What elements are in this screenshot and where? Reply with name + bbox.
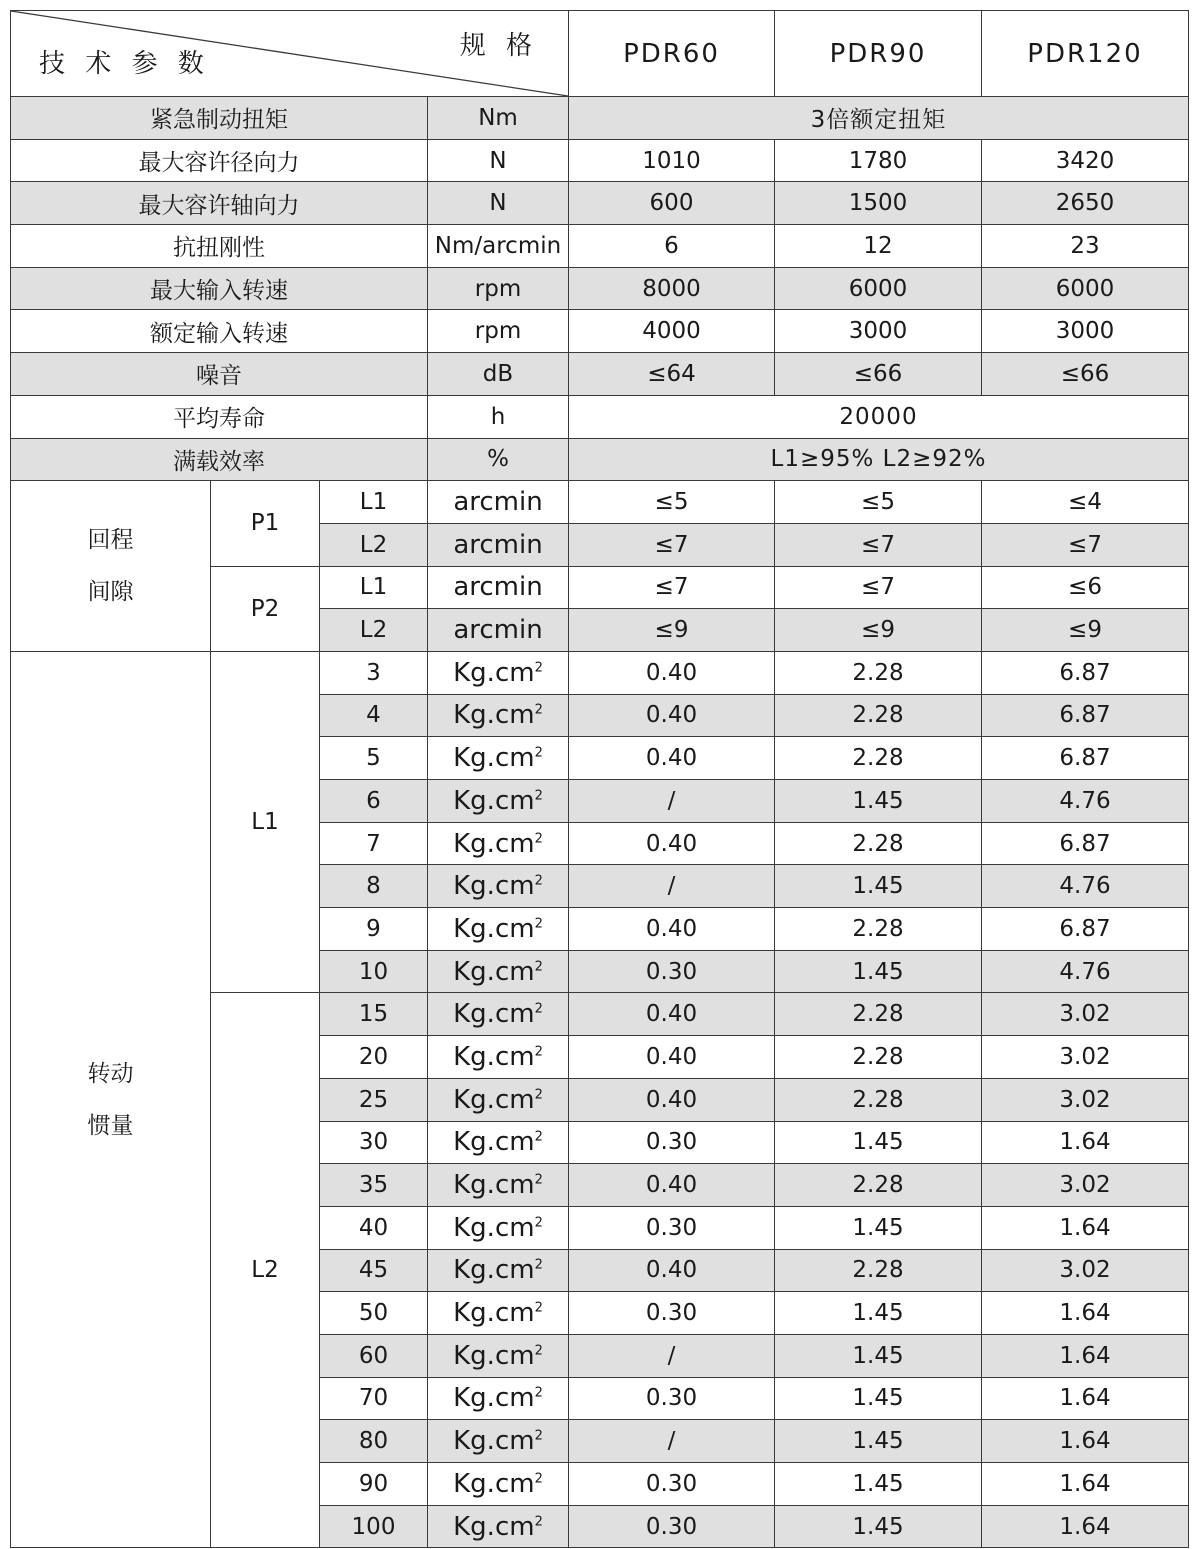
param-unit: Nm/arcmin (428, 225, 569, 268)
inertia-value: 1.45 (775, 1121, 982, 1164)
param-merged-value: 3倍额定扭矩 (569, 97, 1189, 140)
inertia-ratio: 8 (320, 865, 428, 908)
inertia-ratio: 20 (320, 1036, 428, 1079)
inertia-value: 0.30 (569, 950, 775, 993)
backlash-stage: L1 (320, 481, 428, 524)
inertia-value: 0.30 (569, 1292, 775, 1335)
inertia-ratio: 7 (320, 822, 428, 865)
inertia-unit-base: Kg.cm (453, 1426, 535, 1457)
inertia-unit-base: Kg.cm (453, 1212, 535, 1243)
inertia-value: 1.45 (775, 780, 982, 823)
inertia-ratio: 15 (320, 993, 428, 1036)
param-row (11, 97, 1189, 140)
param-value: ≤64 (569, 353, 775, 396)
backlash-unit: arcmin (428, 523, 569, 566)
inertia-unit-base: Kg.cm (453, 1127, 535, 1158)
inertia-value: 3.02 (982, 1078, 1189, 1121)
inertia-value: 6.87 (982, 694, 1189, 737)
inertia-unit (428, 694, 569, 737)
inertia-ratio: 25 (320, 1078, 428, 1121)
backlash-unit: arcmin (428, 566, 569, 609)
inertia-unit-base: Kg.cm (453, 1383, 535, 1414)
inertia-ratio: 5 (320, 737, 428, 780)
param-value: 2650 (982, 182, 1189, 225)
param-value: 3420 (982, 139, 1189, 182)
inertia-ratio: 9 (320, 908, 428, 951)
inertia-value: 3.02 (982, 1249, 1189, 1292)
inertia-value: 2.28 (775, 1249, 982, 1292)
param-unit: % (428, 438, 569, 481)
inertia-ratio: 100 (320, 1505, 428, 1548)
param-name: 最大容许径向力 (11, 139, 428, 182)
param-merged-value: L1≥95% L2≥92% (569, 438, 1189, 481)
param-value: 6 (569, 225, 775, 268)
inertia-value: 1.45 (775, 1377, 982, 1420)
inertia-value: 0.40 (569, 1078, 775, 1121)
param-unit: rpm (428, 267, 569, 310)
inertia-value: / (569, 1420, 775, 1463)
param-unit: N (428, 139, 569, 182)
inertia-unit-base: Kg.cm (453, 1298, 535, 1329)
param-value: 3000 (775, 310, 982, 353)
inertia-unit-base: Kg.cm (453, 1041, 535, 1072)
inertia-unit (428, 822, 569, 865)
inertia-unit-exponent: 2 (534, 745, 543, 761)
inertia-unit-exponent: 2 (534, 1215, 543, 1231)
inertia-value: 0.40 (569, 908, 775, 951)
inertia-unit (428, 908, 569, 951)
inertia-value: / (569, 780, 775, 823)
backlash-label-line2: 间隙 (87, 579, 134, 606)
inertia-ratio: 45 (320, 1249, 428, 1292)
inertia-group-label: L1 (211, 651, 320, 993)
inertia-unit-exponent: 2 (534, 1385, 543, 1401)
param-name: 噪音 (11, 353, 428, 396)
inertia-unit-base: Kg.cm (453, 1170, 535, 1201)
inertia-unit (428, 1078, 569, 1121)
inertia-unit (428, 993, 569, 1036)
inertia-ratio: 30 (320, 1121, 428, 1164)
inertia-value: 6.87 (982, 908, 1189, 951)
param-row (11, 182, 1189, 225)
inertia-unit-base: Kg.cm (453, 1468, 535, 1499)
inertia-unit (428, 1334, 569, 1377)
inertia-label-line1: 转动 (87, 1060, 134, 1087)
inertia-value: 0.30 (569, 1206, 775, 1249)
inertia-value: 2.28 (775, 993, 982, 1036)
inertia-unit-exponent: 2 (534, 916, 543, 932)
inertia-unit-base: Kg.cm (453, 956, 535, 987)
backlash-value: ≤7 (569, 566, 775, 609)
inertia-unit-base: Kg.cm (453, 785, 535, 816)
inertia-value: 2.28 (775, 651, 982, 694)
backlash-value: ≤7 (775, 523, 982, 566)
param-merged-value: 20000 (569, 395, 1189, 438)
inertia-ratio: 3 (320, 651, 428, 694)
inertia-value: 1.45 (775, 1420, 982, 1463)
inertia-value: 1.64 (982, 1463, 1189, 1506)
inertia-unit-exponent: 2 (534, 1343, 543, 1359)
inertia-value: 4.76 (982, 780, 1189, 823)
inertia-unit-exponent: 2 (534, 1471, 543, 1487)
inertia-unit-exponent: 2 (534, 1513, 543, 1529)
param-value: 6000 (775, 267, 982, 310)
inertia-unit-exponent: 2 (534, 1001, 543, 1017)
inertia-value: 2.28 (775, 737, 982, 780)
inertia-unit (428, 1036, 569, 1079)
inertia-value: 2.28 (775, 908, 982, 951)
backlash-value: ≤9 (982, 609, 1189, 652)
inertia-value: 0.40 (569, 737, 775, 780)
inertia-value: 1.64 (982, 1206, 1189, 1249)
param-name: 满载效率 (11, 438, 428, 481)
inertia-unit-exponent: 2 (534, 1428, 543, 1444)
backlash-value: ≤5 (569, 481, 775, 524)
backlash-unit: arcmin (428, 609, 569, 652)
inertia-unit-exponent: 2 (534, 1087, 543, 1102)
inertia-value: 0.30 (569, 1463, 775, 1506)
backlash-row (11, 481, 1189, 524)
param-name: 最大容许轴向力 (11, 182, 428, 225)
inertia-value: / (569, 865, 775, 908)
param-value: 1010 (569, 139, 775, 182)
param-unit: Nm (428, 97, 569, 140)
inertia-value: 1.45 (775, 950, 982, 993)
inertia-value: 2.28 (775, 694, 982, 737)
backlash-value: ≤5 (775, 481, 982, 524)
backlash-group-label: P1 (211, 481, 320, 566)
inertia-value: 0.30 (569, 1377, 775, 1420)
backlash-value: ≤7 (775, 566, 982, 609)
param-name: 最大输入转速 (11, 267, 428, 310)
inertia-value: 3.02 (982, 1036, 1189, 1079)
inertia-value: 0.40 (569, 651, 775, 694)
inertia-unit (428, 737, 569, 780)
param-row (11, 353, 1189, 396)
inertia-unit (428, 1463, 569, 1506)
backlash-value: ≤9 (569, 609, 775, 652)
param-unit: dB (428, 353, 569, 396)
inertia-row (11, 651, 1189, 694)
param-value: 23 (982, 225, 1189, 268)
inertia-unit (428, 780, 569, 823)
inertia-value: 1.45 (775, 1463, 982, 1506)
inertia-value: 1.64 (982, 1121, 1189, 1164)
inertia-value: 1.45 (775, 1334, 982, 1377)
param-name: 平均寿命 (11, 395, 428, 438)
inertia-unit (428, 1505, 569, 1548)
param-value: ≤66 (775, 353, 982, 396)
inertia-ratio: 50 (320, 1292, 428, 1335)
inertia-ratio: 6 (320, 780, 428, 823)
inertia-value: 2.28 (775, 822, 982, 865)
param-value: 600 (569, 182, 775, 225)
param-row (11, 310, 1189, 353)
inertia-unit-base: Kg.cm (453, 871, 535, 902)
inertia-unit-exponent: 2 (534, 788, 543, 804)
inertia-value: 6.87 (982, 822, 1189, 865)
spec-label: 规 格 (459, 31, 538, 61)
inertia-value: 1.64 (982, 1420, 1189, 1463)
param-value: 8000 (569, 267, 775, 310)
param-value: 1780 (775, 139, 982, 182)
header-row (11, 11, 1189, 97)
inertia-unit-base: Kg.cm (453, 913, 535, 944)
model-header-pdr60: PDR60 (569, 11, 775, 97)
inertia-value: 6.87 (982, 651, 1189, 694)
inertia-ratio: 10 (320, 950, 428, 993)
param-label: 技 术 参 数 (39, 49, 210, 79)
inertia-value: 0.30 (569, 1121, 775, 1164)
inertia-unit (428, 1292, 569, 1335)
inertia-unit (428, 1420, 569, 1463)
inertia-unit-exponent: 2 (534, 1172, 543, 1188)
inertia-unit-exponent: 2 (534, 1300, 543, 1316)
param-row (11, 139, 1189, 182)
inertia-unit (428, 1249, 569, 1292)
param-value: 4000 (569, 310, 775, 353)
inertia-value: 2.28 (775, 1036, 982, 1079)
inertia-value: 1.45 (775, 1292, 982, 1335)
inertia-unit (428, 1377, 569, 1420)
backlash-value: ≤7 (982, 523, 1189, 566)
backlash-stage: L2 (320, 523, 428, 566)
inertia-value: 6.87 (982, 737, 1189, 780)
param-value: 3000 (982, 310, 1189, 353)
inertia-value: 0.40 (569, 694, 775, 737)
backlash-value: ≤9 (775, 609, 982, 652)
inertia-value: 1.64 (982, 1505, 1189, 1548)
inertia-ratio: 60 (320, 1334, 428, 1377)
inertia-unit (428, 651, 569, 694)
param-row (11, 438, 1189, 481)
inertia-value: 0.40 (569, 993, 775, 1036)
inertia-ratio: 90 (320, 1463, 428, 1506)
inertia-value: 1.45 (775, 1505, 982, 1548)
inertia-ratio: 40 (320, 1206, 428, 1249)
inertia-value: 4.76 (982, 950, 1189, 993)
inertia-unit (428, 1164, 569, 1207)
param-unit: rpm (428, 310, 569, 353)
model-header-pdr120: PDR120 (982, 11, 1189, 97)
backlash-label (11, 481, 211, 652)
backlash-unit: arcmin (428, 481, 569, 524)
inertia-unit-exponent: 2 (534, 873, 543, 889)
inertia-ratio: 35 (320, 1164, 428, 1207)
param-value: ≤66 (982, 353, 1189, 396)
inertia-unit-exponent: 2 (534, 660, 543, 676)
inertia-value: 3.02 (982, 993, 1189, 1036)
inertia-unit-exponent: 2 (534, 1044, 543, 1060)
param-value: 6000 (982, 267, 1189, 310)
inertia-value: 1.64 (982, 1292, 1189, 1335)
inertia-unit-exponent: 2 (534, 702, 543, 718)
inertia-ratio: 4 (320, 694, 428, 737)
inertia-unit-base: Kg.cm (453, 743, 535, 774)
inertia-unit (428, 1206, 569, 1249)
backlash-value: ≤7 (569, 523, 775, 566)
inertia-unit (428, 1121, 569, 1164)
backlash-value: ≤6 (982, 566, 1189, 609)
inertia-value: 0.30 (569, 1505, 775, 1548)
param-row (11, 225, 1189, 268)
spec-table (10, 10, 1189, 1548)
inertia-unit-base: Kg.cm (453, 1511, 535, 1542)
inertia-value: 3.02 (982, 1164, 1189, 1207)
inertia-unit-base: Kg.cm (453, 1084, 535, 1115)
model-header-pdr90: PDR90 (775, 11, 982, 97)
param-row (11, 395, 1189, 438)
inertia-value: 0.40 (569, 1164, 775, 1207)
param-row (11, 267, 1189, 310)
inertia-value: 1.64 (982, 1377, 1189, 1420)
backlash-value: ≤4 (982, 481, 1189, 524)
inertia-label-line2: 惯量 (87, 1112, 134, 1139)
inertia-unit-base: Kg.cm (453, 657, 535, 688)
inertia-unit-base: Kg.cm (453, 999, 535, 1030)
param-value: 1500 (775, 182, 982, 225)
inertia-unit-base: Kg.cm (453, 828, 535, 859)
inertia-unit-base: Kg.cm (453, 1255, 535, 1286)
inertia-value: 0.40 (569, 1036, 775, 1079)
inertia-unit (428, 950, 569, 993)
backlash-group-label: P2 (211, 566, 320, 651)
backlash-label-line1: 回程 (87, 527, 134, 554)
inertia-group-label: L2 (211, 993, 320, 1548)
param-name: 抗扭刚性 (11, 225, 428, 268)
inertia-value: / (569, 1334, 775, 1377)
param-name: 额定输入转速 (11, 310, 428, 353)
inertia-unit-exponent: 2 (534, 958, 543, 974)
inertia-unit-base: Kg.cm (453, 700, 535, 731)
inertia-value: 0.40 (569, 822, 775, 865)
inertia-label (11, 651, 211, 1547)
inertia-unit-base: Kg.cm (453, 1340, 535, 1371)
inertia-unit (428, 865, 569, 908)
inertia-value: 4.76 (982, 865, 1189, 908)
inertia-value: 1.45 (775, 865, 982, 908)
inertia-unit-exponent: 2 (534, 1129, 543, 1145)
inertia-value: 1.64 (982, 1334, 1189, 1377)
param-unit: h (428, 395, 569, 438)
inertia-ratio: 70 (320, 1377, 428, 1420)
inertia-value: 2.28 (775, 1164, 982, 1207)
header-corner-cell (11, 11, 569, 97)
backlash-stage: L1 (320, 566, 428, 609)
inertia-unit-exponent: 2 (534, 1257, 543, 1273)
inertia-ratio: 80 (320, 1420, 428, 1463)
inertia-value: 1.45 (775, 1206, 982, 1249)
inertia-value: 0.40 (569, 1249, 775, 1292)
backlash-stage: L2 (320, 609, 428, 652)
param-name: 紧急制动扭矩 (11, 97, 428, 140)
inertia-unit-exponent: 2 (534, 830, 543, 846)
param-unit: N (428, 182, 569, 225)
inertia-value: 2.28 (775, 1078, 982, 1121)
param-value: 12 (775, 225, 982, 268)
